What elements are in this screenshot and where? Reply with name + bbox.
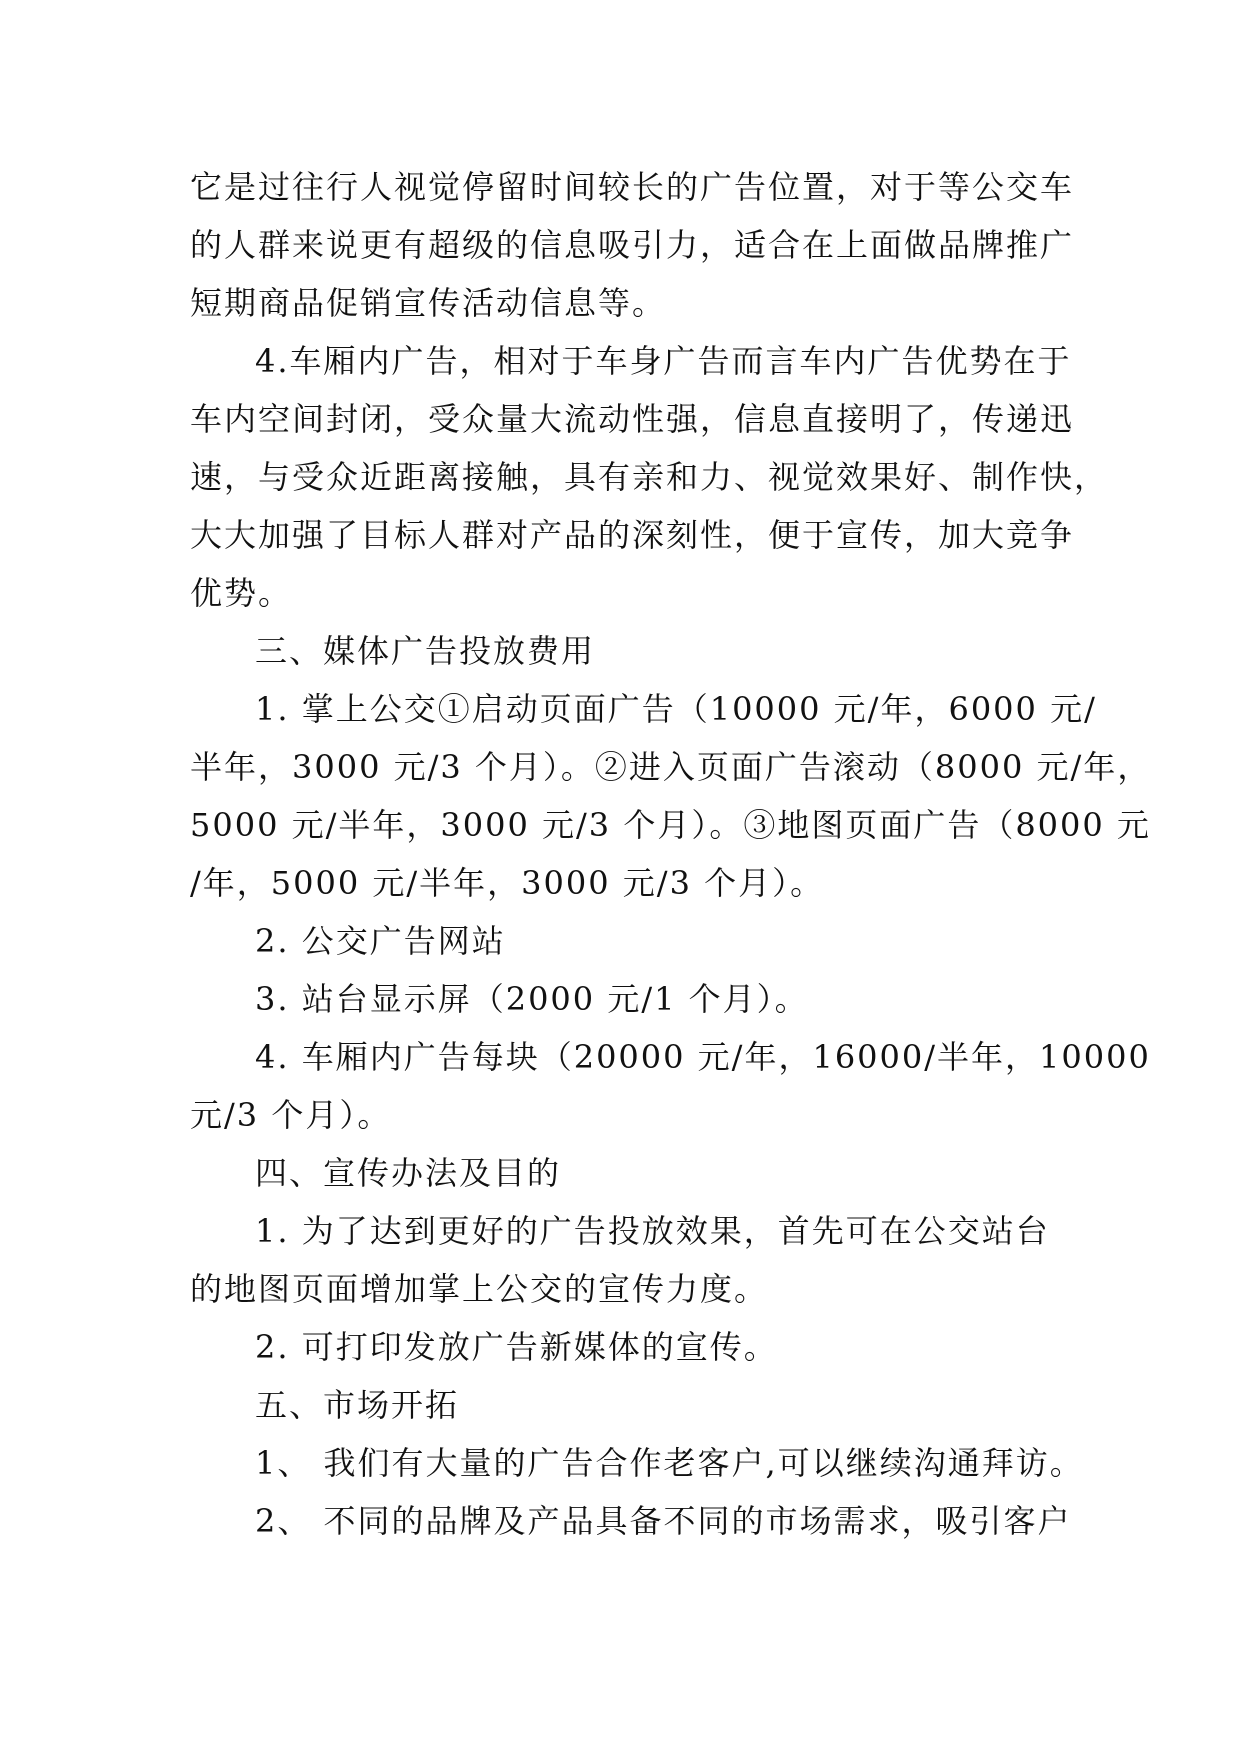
text-line: 1. 掌上公交①启动页面广告（10000 元/年，6000 元/	[255, 690, 1097, 728]
text-line: 2. 可打印发放广告新媒体的宣传。	[255, 1328, 778, 1366]
text-line: 3. 站台显示屏（2000 元/1 个月）。	[255, 980, 809, 1018]
text-line: 大大加强了目标人群对产品的深刻性，便于宣传，加大竞争	[190, 516, 1075, 554]
text-line: /年，5000 元/半年，3000 元/3 个月）。	[190, 864, 825, 902]
text-line: 2. 公交广告网站	[255, 922, 506, 960]
text-line: 元/3 个月）。	[190, 1096, 392, 1134]
text-line: 它是过往行人视觉停留时间较长的广告位置，对于等公交车	[190, 168, 1075, 206]
text-line: 速，与受众近距离接触，具有亲和力、视觉效果好、制作快，	[190, 458, 1109, 496]
section-heading: 五、市场开拓	[255, 1386, 460, 1424]
text-line: 半年，3000 元/3 个月）。②进入页面广告滚动（8000 元/年，	[190, 748, 1152, 786]
text-line: 短期商品促销宣传活动信息等。	[190, 284, 667, 322]
text-line: 车内空间封闭，受众量大流动性强，信息直接明了，传递迅	[190, 400, 1075, 438]
text-line: 优势。	[190, 574, 293, 612]
text-line: 4.车厢内广告，相对于车身广告而言车内广告优势在于	[255, 342, 1072, 380]
section-heading: 四、宣传办法及目的	[255, 1154, 562, 1192]
text-line: 2、 不同的品牌及产品具备不同的市场需求，吸引客户	[255, 1502, 1072, 1540]
text-line: 1. 为了达到更好的广告投放效果，首先可在公交站台	[255, 1212, 1050, 1250]
section-heading: 三、媒体广告投放费用	[255, 632, 596, 670]
text-line: 5000 元/半年，3000 元/3 个月）。③地图页面广告（8000 元	[190, 806, 1151, 844]
text-line: 4. 车厢内广告每块（20000 元/年，16000/半年，10000	[255, 1038, 1151, 1076]
text-line: 的人群来说更有超级的信息吸引力，适合在上面做品牌推广	[190, 226, 1075, 264]
text-line: 1、 我们有大量的广告合作老客户,可以继续沟通拜访。	[255, 1444, 1084, 1482]
text-line: 的地图页面增加掌上公交的宣传力度。	[190, 1270, 769, 1308]
